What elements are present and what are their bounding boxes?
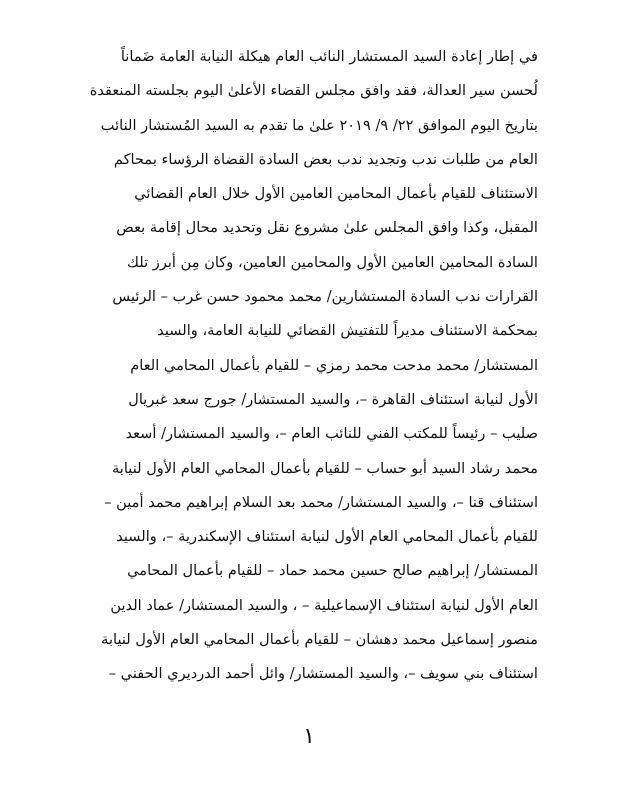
text-line: صليب – رئيساً للمكتب الفني للنائب العام –، والسيد المستشار/ أسعد <box>125 425 538 443</box>
page-number: ١ <box>303 724 315 749</box>
text-line: استئناف قنا –، والسيد المستشار/ محمد بعد السلام إبراهيم محمد أمين – <box>104 493 538 511</box>
text-line: المقبل، وكذا وافق المجلس علىٰ مشروع نقل وتحديد محال إقامة بعض <box>116 219 538 237</box>
text-line: بمحكمة الاستئناف مديراً للتفتيش القضائي للنيابة العامة، والسيد <box>157 322 538 340</box>
text-line: العام الأول لنيابة استئناف الإسماعيلية – ، والسيد المستشار/ عماد الدين <box>110 596 538 614</box>
text-line: في إطار إعادة السيد المستشار النائب العام هيكلة النيابة العامة ضَماناً <box>120 48 538 65</box>
text-line: الاستئناف للقيام بأعمال المحامين العامين الأول خلال العام القضائي <box>134 185 538 203</box>
text-line: العام من طلبات ندب وتجديد ندب بعض السادة القضاة الرؤساء بمحاكم <box>113 150 538 168</box>
text-line: السادة المحامين العامين الأول والمحامين العامين، وكان مِن أبرز تلك <box>126 253 538 271</box>
text-line: القرارات ندب السادة المستشارين/ محمد محمود حسن غرب – الرئيس <box>112 288 538 306</box>
text-line: المستشار/ إبراهيم صالح حسين محمد حماد – للقيام بأعمال المحامي <box>127 562 538 580</box>
text-line: بتاريخ اليوم الموافق ٢٢/ ٩/ ٢٠١٩ علىٰ ما تقدم به السيد المُستشار النائب <box>100 116 538 134</box>
text-line: استئناف بني سويف –، والسيد المستشار/ وائل أحمد الدرديري الحفني – <box>108 665 538 683</box>
text-line: الأول لنيابة استئناف القاهرة –، والسيد المستشار/ جورج سعد غبريال <box>128 390 538 408</box>
text-line: محمد رشاد السيد أبو حساب – للقيام بأعمال المحامي العام الأول لنيابة <box>111 459 538 477</box>
body-paragraph <box>78 40 538 692</box>
text-line: المستشار/ محمد مدحت محمد رمزي – للقيام بأعمال المحامي العام <box>130 356 538 374</box>
text-line: للقيام بأعمال المحامي العام الأول لنيابة استئناف الإسكندرية –، والسيد <box>116 528 538 546</box>
text-line: لُحسن سير العدالة، فقد وافق مجلس القضاء الأعلىٰ اليوم بجلسته المنعقدة <box>89 82 538 100</box>
text-line: منصور إسماعيل محمد دهشان – للقيام بأعمال المحامي العام الأول لنيابة <box>101 631 538 649</box>
